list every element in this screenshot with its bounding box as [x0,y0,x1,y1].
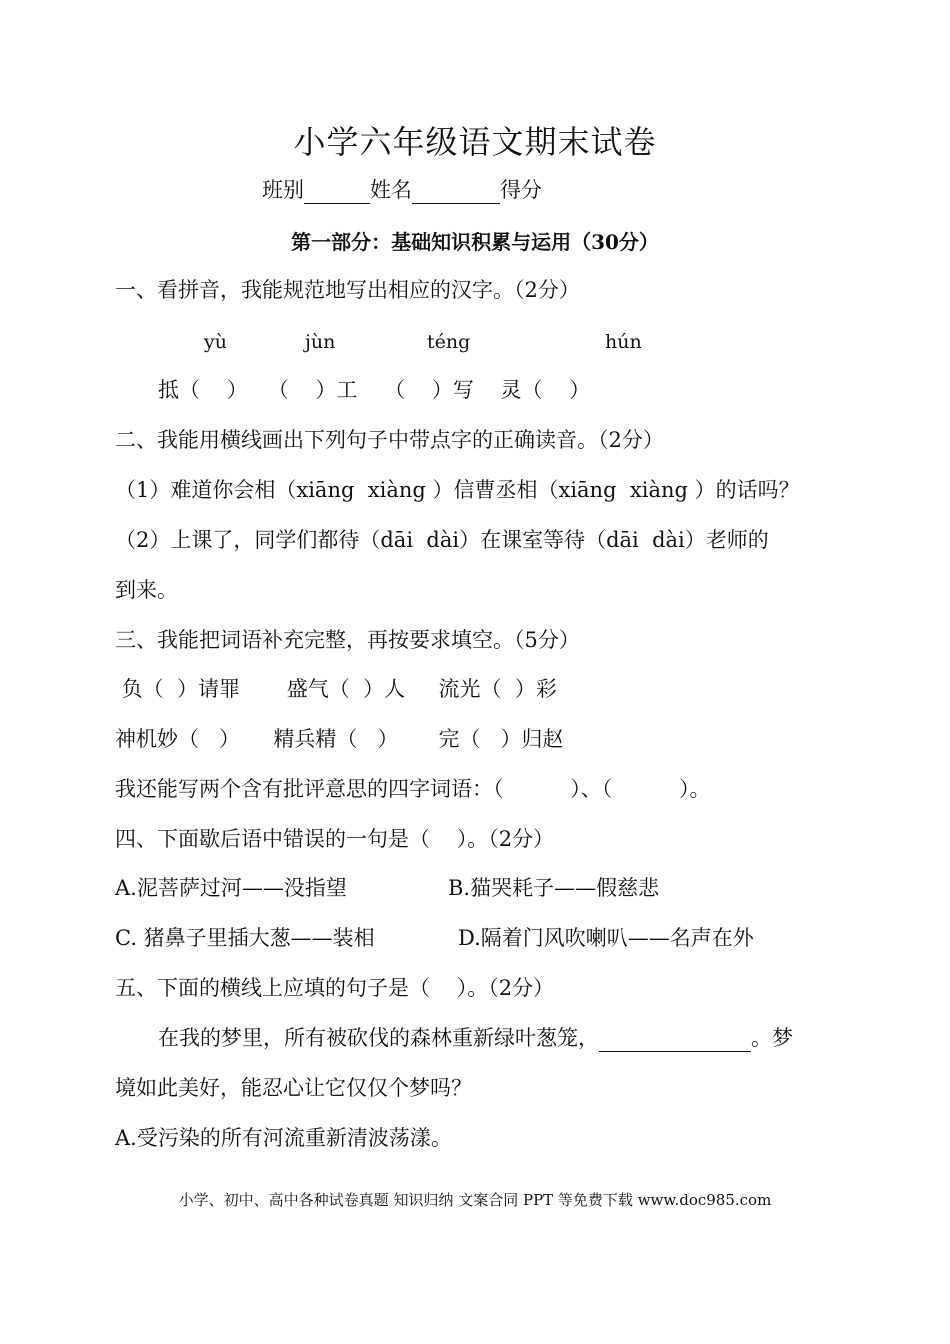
q5-paragraph-start: 在我的梦里，所有被砍伐的森林重新绿叶葱笼， [158,1026,599,1050]
q4-heading: 四、下面歇后语中错误的一句是（ ）。（2分） [115,827,555,851]
q2-sentence-1: （1）难道你会相（xiāng xiàng ）信曹丞相（xiāng xiàng ）的话吗？ [115,478,800,502]
q1-heading: 一、看拼音，我能规范地写出相应的汉字。（2分） [115,278,580,302]
class-label: 班别 [262,178,304,202]
q5-paragraph-line-2: 境如此美好，能忍心让它仅仅个梦吗？ [115,1076,472,1100]
q4-option-b: B.猫哭耗子——假慈悲 [448,876,660,900]
pinyin-2: jùn [305,331,336,353]
q2-sentence-2: （2）上课了，同学们都待（dāi dài）在课室等待（dāi dài）老师的 [115,528,769,552]
name-label: 姓名 [370,178,412,202]
pinyin-3: téng [427,331,471,353]
student-info-row [262,176,542,204]
q5-paragraph-line-1 [158,1024,793,1052]
page-footer: 小学、初中、高中各种试卷真题 知识归纳 文案合同 PPT 等免费下载 www.doc985.com [178,1191,772,1209]
pinyin-1: yù [204,331,227,353]
name-blank [412,181,500,204]
q3-row-3: 我还能写两个含有批评意思的四字词语：（ ）、（ ）。 [115,777,711,801]
q5-option-a: A.受污染的所有河流重新清波荡漾。 [115,1126,452,1150]
q5-heading: 五、下面的横线上应填的句子是（ ）。（2分） [115,976,555,1000]
pinyin-4: hún [605,331,642,353]
q3-row-2: 神机妙（ ） 精兵精（ ） 完（ ）归赵 [115,727,564,751]
score-label: 得分 [500,178,542,202]
q5-paragraph-end: 。梦 [751,1026,793,1050]
q2-heading: 二、我能用横线画出下列句子中带点字的正确读音。（2分） [115,428,664,452]
q4-option-a: A.泥菩萨过河——没指望 [115,876,347,900]
exam-title: 小学六年级语文期末试卷 [293,123,657,161]
q5-answer-blank [599,1029,751,1052]
q4-option-d: D.隔着门风吹喇叭——名声在外 [458,926,754,950]
q2-sentence-2-cont: 到来。 [115,578,178,602]
section-heading: 第一部分：基础知识积累与运用（30分） [291,230,659,254]
q1-words: 抵（ ） （ ）工 （ ）写 灵（ ） [158,378,591,402]
q3-heading: 三、我能把词语补充完整，再按要求填空。（5分） [115,628,580,652]
class-blank [304,181,370,204]
q4-option-c: C. 猪鼻子里插大葱——装相 [115,926,375,950]
q3-row-1: 负（ ）请罪 盛气（ ）人 流光（ ）彩 [115,677,557,701]
